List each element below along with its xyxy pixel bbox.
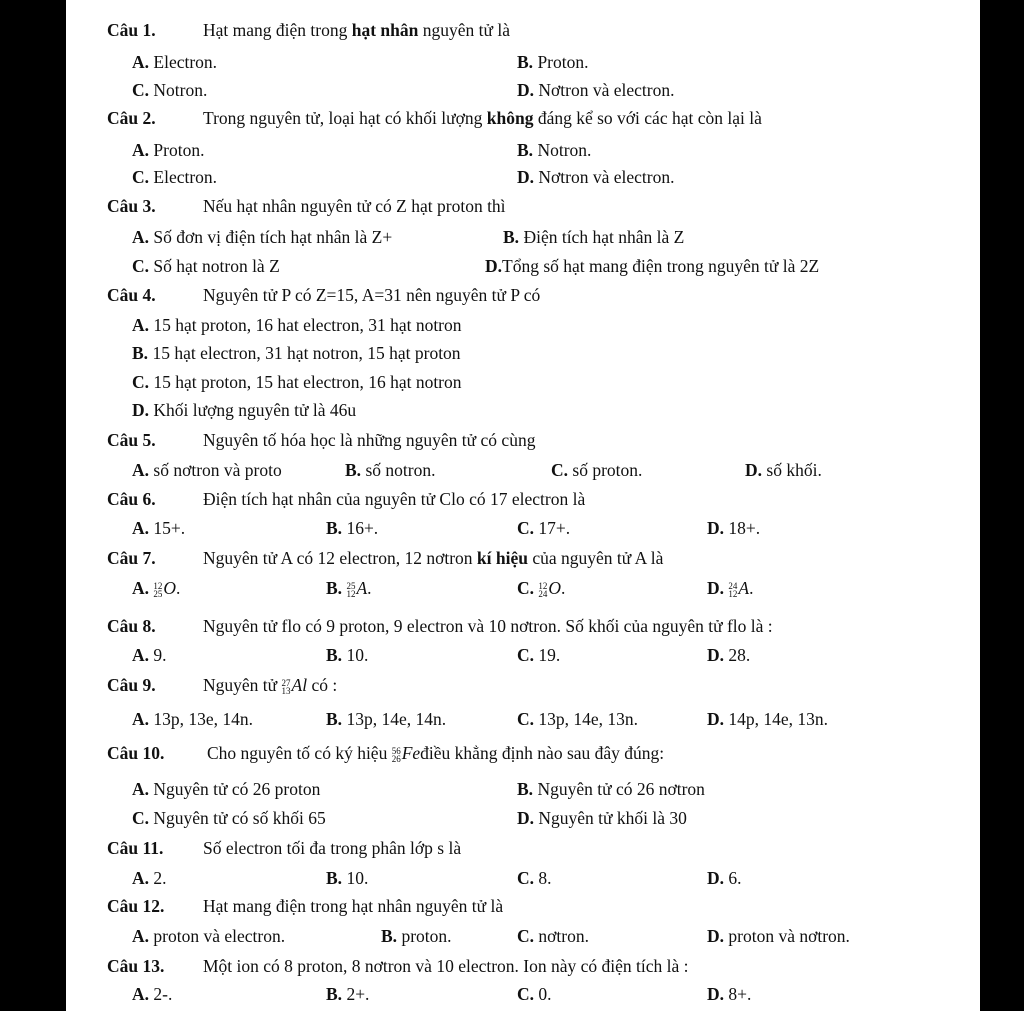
option-d: D. proton và nơtron. [707,926,850,946]
option-c: C. nơtron. [517,926,589,946]
option-c: C. 19. [517,645,561,665]
isotope-symbol: 25 12 A [346,578,368,599]
option-b: B. 2+. [326,984,370,1004]
option-a: A. 15 hạt proton, 16 hat electron, 31 hạt notron [132,315,462,335]
option-a: A. 12 25 O. [132,578,181,599]
option-d: D. Nguyên tử khối là 30 [517,808,687,828]
question-8: Câu 8. Nguyên tử flo có 9 proton, 9 electron và 10 nơtron. Số khối của nguyên tử flo là : [107,616,773,636]
option-b: B. Điện tích hạt nhân là Z [503,227,685,247]
option-d: D. Nơtron và electron. [517,80,675,100]
option-b: B. 10. [326,645,369,665]
isotope-symbol: 12 25 O [153,578,177,599]
question-1: Câu 1. Hạt mang điện trong hạt nhân nguyên tử là [107,20,510,40]
option-a: A. 2. [132,868,167,888]
option-b: B. 13p, 14e, 14n. [326,709,447,729]
option-d: D. 28. [707,645,751,665]
option-c: C. Electron. [132,167,218,187]
isotope-symbol: 27 13 Al [281,675,308,696]
option-a: A. Nguyên tử có 26 proton [132,779,321,799]
option-c: C. 13p, 14e, 13n. [517,709,639,729]
option-c: C. 8. [517,868,552,888]
option-a: A. 9. [132,645,167,665]
question-12: Câu 12. Hạt mang điện trong hạt nhân nguyên tử là [107,896,504,916]
option-a: A. proton và electron. [132,926,286,946]
question-label: Câu 4. [107,285,156,305]
question-9: Câu 9. Nguyên tử 27 13 Al có : [107,675,338,696]
option-d: D. Nơtron và electron. [517,167,675,187]
option-b: B. số notron. [345,460,436,480]
option-a: A. Electron. [132,52,218,72]
question-label: Câu 12. [107,896,165,916]
question-13: Câu 13. Một ion có 8 proton, 8 nơtron và 10 electron. Ion này có điện tích là : [107,956,689,976]
option-d: D.Tổng số hạt mang điện trong nguyên tử là 2Z [485,256,820,276]
option-c: C. 17+. [517,518,571,538]
question-2: Câu 2. Trong nguyên tử, loại hạt có khối lượng không đáng kể so với các hạt còn lại là [107,108,762,128]
question-3: Câu 3. Nếu hạt nhân nguyên tử có Z hạt proton thì [107,196,506,216]
option-b: B. Proton. [517,52,589,72]
option-c: C. số proton. [551,460,643,480]
option-b: B. Notron. [517,140,592,160]
option-a: A. số nơtron và proto [132,460,282,480]
question-label: Câu 2. [107,108,156,128]
question-label: Câu 9. [107,675,156,695]
question-label: Câu 3. [107,196,156,216]
question-10: Câu 10. Cho nguyên tố có ký hiệu 56 26 Feđiều khẳng định nào sau đây đúng: [107,743,665,764]
question-label: Câu 6. [107,489,156,509]
question-label: Câu 7. [107,548,156,568]
option-b: B. 15 hạt electron, 31 hạt notron, 15 hạt proton [132,343,461,363]
option-d: D. 24 12 A. [707,578,754,599]
isotope-symbol: 24 12 A [728,578,750,599]
option-c: C. 15 hạt proton, 15 hat electron, 16 hạt notron [132,372,462,392]
question-7: Câu 7. Nguyên tử A có 12 electron, 12 nơtron kí hiệu của nguyên tử A là [107,548,664,568]
option-a: A. Proton. [132,140,205,160]
option-a: A. 13p, 13e, 14n. [132,709,254,729]
option-b: B. Nguyên tử có 26 nơtron [517,779,705,799]
option-a: A. Số đơn vị điện tích hạt nhân là Z+ [132,227,393,247]
option-c: C. 12 24 O. [517,578,566,599]
question-4: Câu 4. Nguyên tử P có Z=15, A=31 nên nguyên tử P có [107,285,541,305]
question-11: Câu 11. Số electron tối đa trong phân lớp s là [107,838,462,858]
option-b: B. 25 12 A. [326,578,372,599]
question-6: Câu 6. Điện tích hạt nhân của nguyên tử Clo có 17 electron là [107,489,586,509]
option-d: D. 8+. [707,984,752,1004]
question-label: Câu 8. [107,616,156,636]
option-c: C. Số hạt notron là Z [132,256,280,276]
option-d: D. 14p, 14e, 13n. [707,709,829,729]
question-label: Câu 1. [107,20,156,40]
option-a: A. 2-. [132,984,173,1004]
option-c: C. Nguyên tử có số khối 65 [132,808,326,828]
question-label: Câu 5. [107,430,156,450]
isotope-symbol: 12 24 O [538,578,562,599]
option-d: D. 6. [707,868,742,888]
option-b: B. proton. [381,926,452,946]
option-d: D. 18+. [707,518,761,538]
option-d: D. số khối. [745,460,822,480]
option-b: B. 16+. [326,518,379,538]
option-c: C. 0. [517,984,552,1004]
question-label: Câu 13. [107,956,165,976]
option-b: B. 10. [326,868,369,888]
option-d: D. Khối lượng nguyên tử là 46u [132,400,357,420]
question-5: Câu 5. Nguyên tố hóa học là những nguyên tử có cùng [107,430,536,450]
question-label: Câu 10. [107,743,165,763]
option-a: A. 15+. [132,518,186,538]
isotope-symbol: 56 26 Fe [391,743,421,764]
option-c: C. Notron. [132,80,208,100]
question-label: Câu 11. [107,838,164,858]
